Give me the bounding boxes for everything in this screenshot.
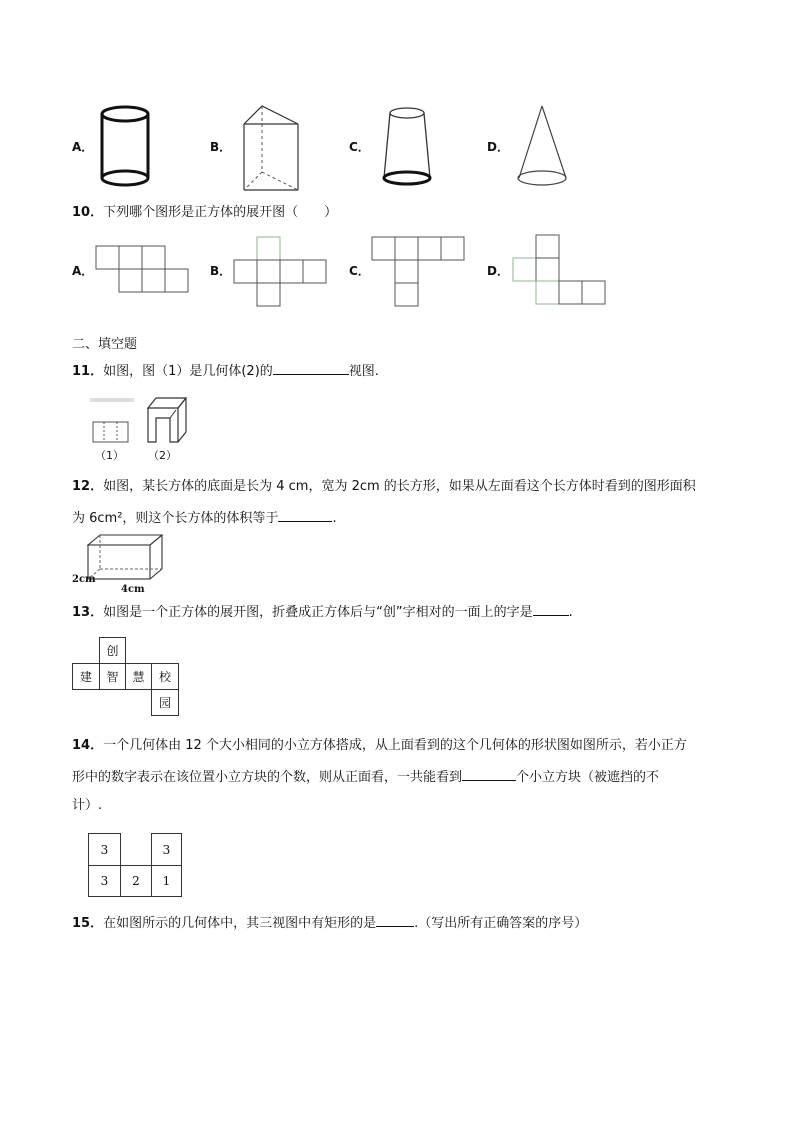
question-text: 形中的数字表示在该位置小立方块的个数，则从正面看，一共能看到 bbox=[72, 770, 463, 785]
q10-option-a-label: A． bbox=[72, 264, 94, 278]
question-text-end: 视图. bbox=[348, 364, 379, 379]
length-label: 4cm bbox=[121, 584, 145, 595]
figure-label-2: （2） bbox=[148, 449, 177, 462]
option-a-label: A． bbox=[72, 140, 94, 154]
question-12-line-2 bbox=[72, 508, 337, 528]
grid-cell: 2 bbox=[120, 865, 152, 897]
question-11 bbox=[72, 361, 379, 381]
answer-blank[interactable] bbox=[278, 508, 332, 522]
answer-blank[interactable] bbox=[376, 913, 414, 927]
net-cell-yuan: 园 bbox=[151, 689, 179, 716]
net-b-figure bbox=[234, 237, 328, 309]
question-number: 11． bbox=[72, 364, 104, 379]
q10-option-c-label: C． bbox=[349, 264, 370, 278]
question-12-line-1 bbox=[72, 478, 696, 496]
grid-cell: 3 bbox=[151, 833, 182, 866]
net-cell-xiao: 校 bbox=[151, 663, 179, 690]
question-text: 为 6cm²，则这个长方体的体积等于 bbox=[72, 511, 279, 526]
question-text-end: .（写出所有正确答案的序号） bbox=[414, 916, 588, 931]
question-13 bbox=[72, 602, 573, 622]
question-15 bbox=[72, 913, 587, 933]
question-number: 12． bbox=[72, 479, 104, 494]
triangular-prism-figure bbox=[242, 104, 302, 192]
width-label: 2cm bbox=[72, 574, 96, 585]
question-text-end: . bbox=[568, 605, 573, 620]
question-number: 14． bbox=[72, 738, 104, 753]
question-number: 13． bbox=[72, 605, 104, 620]
q10-option-b-label: B． bbox=[210, 264, 232, 278]
top-view-grid bbox=[88, 833, 184, 899]
option-b-label: B． bbox=[210, 140, 232, 154]
question-text-end: 个小立方块（被遮挡的不 bbox=[516, 770, 660, 785]
grid-cell: 3 bbox=[88, 865, 121, 897]
answer-blank[interactable] bbox=[462, 767, 516, 781]
grid-cell: 1 bbox=[151, 865, 182, 897]
front-view-figure bbox=[90, 398, 138, 446]
net-cell-hui: 慧 bbox=[125, 663, 152, 690]
figure-label-1: （1） bbox=[95, 449, 124, 462]
frustum-figure bbox=[380, 106, 436, 188]
section-heading: 二、填空题 bbox=[72, 337, 138, 352]
question-number: 10． bbox=[72, 205, 104, 220]
question-text: 如图是一个正方体的展开图，折叠成正方体后与“创”字相对的一面上的字是 bbox=[103, 605, 533, 620]
net-cell-jian: 建 bbox=[72, 663, 100, 690]
question-14-line-3: 计）. bbox=[72, 798, 103, 813]
answer-blank[interactable] bbox=[273, 361, 349, 375]
answer-blank[interactable] bbox=[533, 602, 569, 616]
cube-net-grid bbox=[72, 637, 182, 719]
q10-option-d-label: D． bbox=[487, 264, 509, 278]
solid-figure bbox=[144, 396, 190, 446]
question-14-line-2 bbox=[72, 767, 659, 787]
grid-cell: 3 bbox=[88, 833, 121, 866]
net-c-figure bbox=[372, 237, 466, 309]
question-text: 在如图所示的几何体中，其三视图中有矩形的是 bbox=[103, 916, 377, 931]
option-c-label: C． bbox=[349, 140, 370, 154]
question-text-end: . bbox=[332, 511, 337, 526]
question-text: 如图，某长方体的底面是长为 4 cm，宽为 2cm 的长方形，如果从左面看这个长方体时看到的图形面积 bbox=[103, 479, 696, 494]
question-number: 15． bbox=[72, 916, 104, 931]
net-cell-zhi: 智 bbox=[99, 663, 126, 690]
question-text: 下列哪个图形是正方体的展开图（ ） bbox=[103, 205, 338, 220]
question-text: 如图，图（1）是几何体(2)的 bbox=[103, 364, 273, 379]
question-text: 一个几何体由 12 个大小相同的小立方体搭成，从上面看到的这个几何体的形状图如图所示，若小正方 bbox=[103, 738, 687, 753]
cone-figure bbox=[516, 104, 572, 188]
question-10 bbox=[72, 204, 337, 222]
cylinder-figure bbox=[100, 104, 156, 190]
option-d-label: D． bbox=[487, 140, 509, 154]
net-cell-chuang: 创 bbox=[99, 637, 126, 664]
cuboid-figure bbox=[88, 535, 164, 581]
net-a-figure bbox=[96, 246, 192, 294]
net-d-figure bbox=[512, 235, 608, 307]
question-14-line-1 bbox=[72, 737, 687, 755]
